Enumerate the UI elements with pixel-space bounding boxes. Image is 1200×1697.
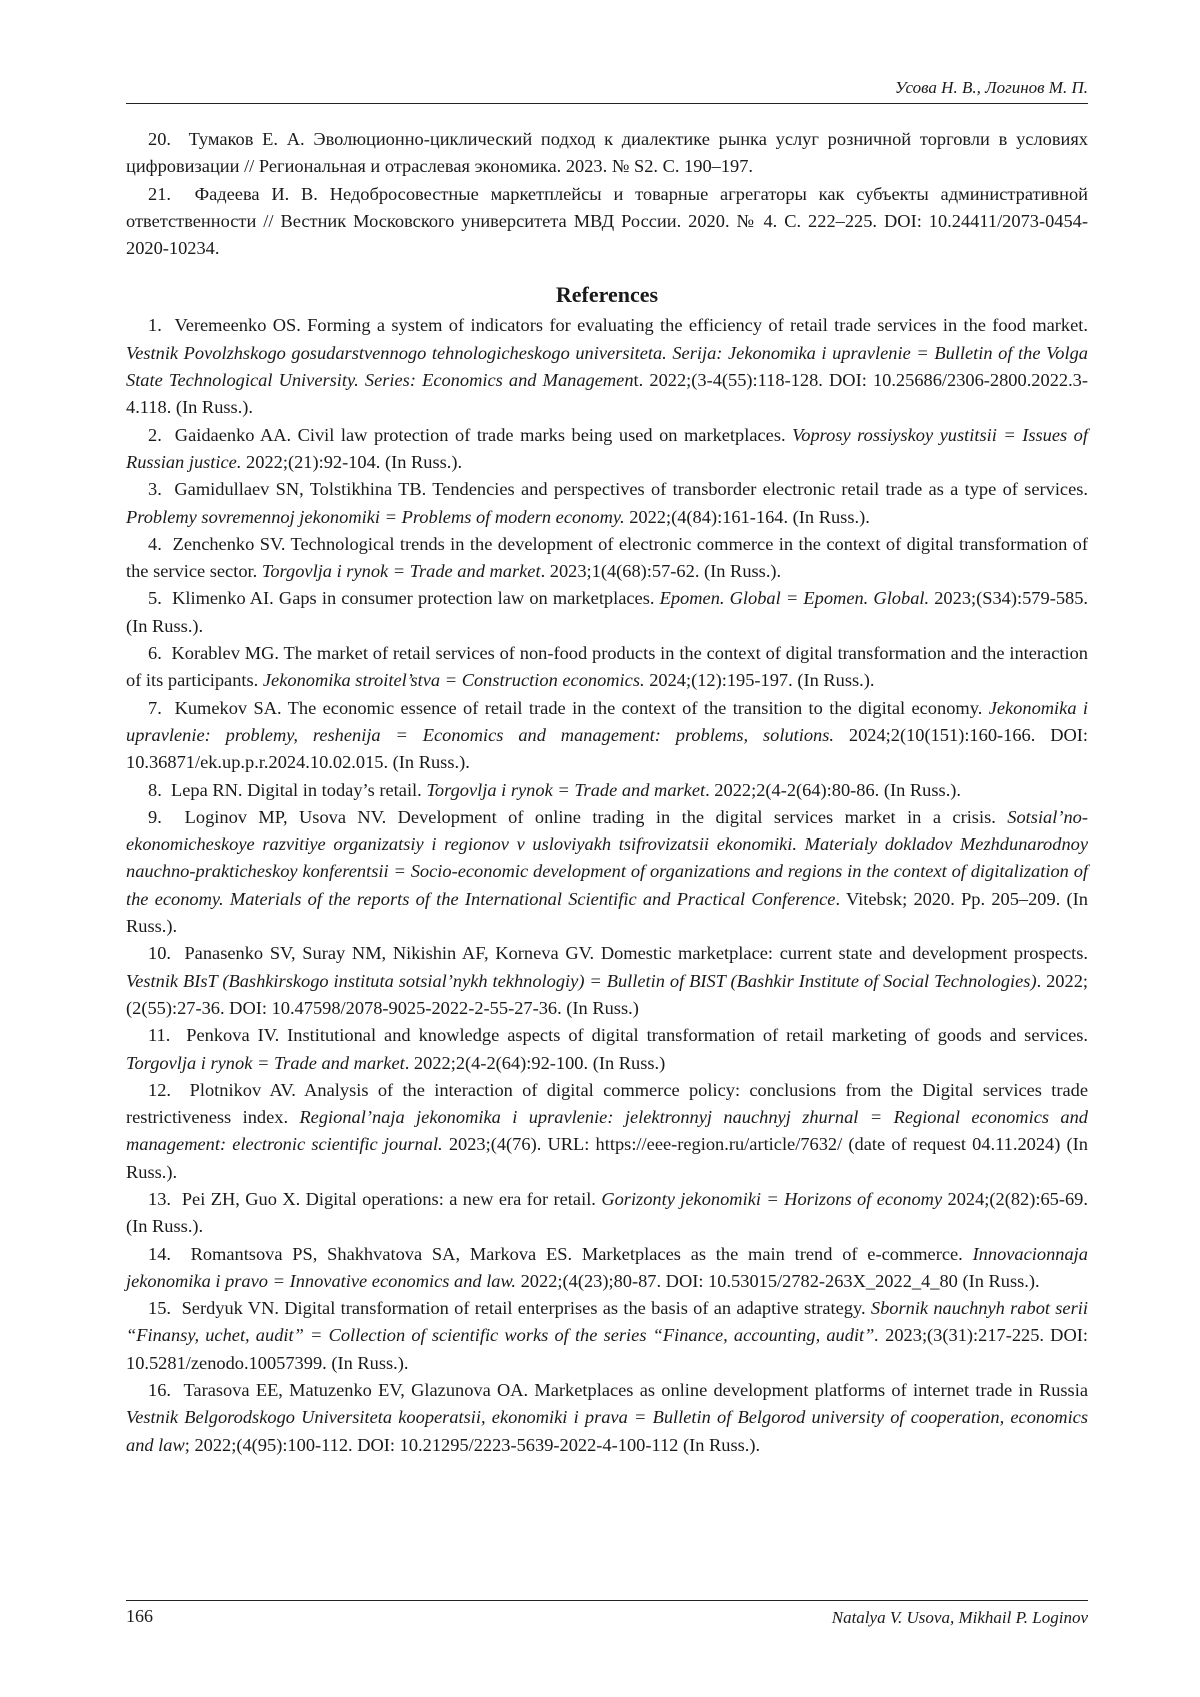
ref-number: 21.	[148, 183, 171, 204]
ref-authors-title: Gamidullaev SN, Tolstikhina TB. Tendencies and perspectives of transborder electronic retail trade as a type of services.	[174, 479, 1089, 500]
reference-item	[126, 1186, 1088, 1241]
ref-details: 2022;(4(23);80-87. DOI: 10.53015/2782-263X_2022_4_80 (In Russ.).	[516, 1270, 1040, 1291]
ref-details: 2024;(2(82):65-69. (In Russ.).	[126, 1188, 1088, 1237]
ref-details: . 2023;1(4(68):57-62. (In Russ.).	[540, 561, 782, 582]
ref-journal: Innovacionnaja jekonomika i pravo = Innovative economics and law.	[126, 1243, 1088, 1291]
ref-authors-title: Kumekov SA. The economic essence of retail trade in the context of the transition to the digital economy.	[174, 697, 989, 718]
ref-ru-21	[126, 181, 1088, 263]
ref-journal: Vestnik Belgorodskogo Universiteta kooperatsii, ekonomiki i prava = Bulletin of Belgorod university of cooperation, economics and law	[126, 1407, 1088, 1455]
ref-journal: Sotsial’no-ekonomicheskoye razvitiye organizatsiy i regionov v usloviyakh tsifrovizatsii ekonomiki. Materialy dokladov Mezhdunarodnoy nauchno-prakticheskoy konferentsii = Socio-economic development of organizations and regions in the context of digitalization of the economy. Materials of the reports of the International Scientific and Practical Conference	[126, 806, 1088, 909]
ref-number: 3.	[148, 479, 162, 500]
ref-number: 20.	[148, 129, 171, 149]
ref-number: 15.	[148, 1298, 171, 1319]
ref-journal: Vestnik Povolzhskogo gosudarstvennogo tehnologicheskogo universiteta. Serija: Jekonomika i upravlenie = Bulletin of the Volga State Technological University. Series: Economics and Managemen	[126, 342, 1088, 391]
ref-details: 2024;(12):195-197. (In Russ.).	[644, 670, 875, 691]
reference-item	[126, 585, 1088, 640]
page-body	[126, 126, 1088, 1459]
ref-details: . 2022;2(4-2(64):92-100. (In Russ.)	[404, 1052, 666, 1073]
ref-number: 11.	[148, 1025, 171, 1046]
ref-number: 13.	[148, 1188, 171, 1209]
ref-details: 2022;(4(84):161-164. (In Russ.).	[624, 506, 870, 527]
ref-text: Тумаков Е. А. Эволюционно-циклический подход к диалектике рынка услуг розничной торговли в условиях цифровизации // Региональная и отраслевая экономика. 2023. № S2. С. 190–197.	[126, 129, 1088, 177]
ref-authors-title: Korablev MG. The market of retail services of non-food products in the context of digital transformation and the interaction of its participants.	[126, 643, 1088, 691]
page-number: 166	[126, 1606, 153, 1626]
ref-authors-title: Pei ZH, Guo X. Digital operations: a new era for retail.	[181, 1188, 602, 1209]
reference-item	[126, 1077, 1088, 1186]
ref-number: 4.	[148, 533, 162, 554]
references-heading: References	[555, 282, 659, 308]
ref-number: 7.	[148, 697, 162, 718]
ref-details: 2023;(4(76). URL: https://eee-region.ru/article/7632/ (date of request 04.11.2024) (In Russ.).	[126, 1134, 1088, 1182]
ref-details: 2023;(3(31):217-225. DOI: 10.5281/zenodo.10057399. (In Russ.).	[126, 1325, 1088, 1373]
ref-journal: Gorizonty jekonomiki = Horizons of economy	[601, 1188, 943, 1209]
ref-journal: Torgovlja i rynok = Trade and market	[426, 779, 706, 800]
ref-details: t. 2022;(3-4(55):118-128. DOI: 10.25686/2306-2800.2022.3-4.118. (In Russ.).	[126, 370, 1088, 418]
ref-number: 2.	[148, 424, 162, 445]
ref-journal: Torgovlja i rynok = Trade and market	[126, 1052, 405, 1073]
ref-authors-title: Veremeenko OS. Forming a system of indicators for evaluating the efficiency of retail trade services in the food market.	[174, 315, 1088, 336]
reference-item	[126, 1241, 1088, 1296]
reference-item	[126, 777, 1088, 804]
reference-item	[126, 804, 1088, 940]
ref-authors-title: Romantsova PS, Shakhvatova SA, Markova ES. Marketplaces as the main trend of e-commerce.	[190, 1243, 973, 1264]
footer-rule	[126, 1600, 1088, 1601]
ref-number: 12.	[148, 1079, 171, 1100]
footer-authors: Natalya V. Usova, Mikhail P. Loginov	[831, 1608, 1088, 1627]
ref-journal: Regional’naja jekonomika i upravlenie: jelektronnyj nauchnyj zhurnal = Regional economics and management: electronic scientific journal.	[126, 1107, 1088, 1155]
ref-number: 9.	[148, 806, 162, 827]
ref-details: 2022;(21):92-104. (In Russ.).	[241, 451, 463, 472]
reference-item	[126, 1022, 1088, 1077]
header-rule	[126, 103, 1088, 104]
reference-item	[126, 312, 1088, 421]
ref-details: ; 2022;(4(95):100-112. DOI: 10.21295/2223-5639-2022-4-100-112 (In Russ.).	[184, 1434, 761, 1455]
ref-number: 1.	[148, 315, 162, 336]
ref-text: Фадеева И. В. Недобросовестные маркетплейсы и товарные агрегаторы как субъекты административной ответственности // Вестник Московского университета МВД России. 2020. № 4. С. 222–225. DOI: 10.24411/2073-0454-2020-10234.	[126, 183, 1088, 259]
reference-item	[126, 1295, 1088, 1377]
ref-details: . 2022;(2(55):27-36. DOI: 10.47598/2078-9025-2022-2-55-27-36. (In Russ.)	[126, 970, 1088, 1018]
ref-journal: Epomen. Global = Epomen. Global.	[659, 588, 930, 609]
reference-item	[126, 1377, 1088, 1459]
reference-item	[126, 940, 1088, 1022]
reference-item	[126, 531, 1088, 586]
ref-authors-title: Tarasova EE, Matuzenko EV, Glazunova OA. Marketplaces as online development platforms of internet trade in Russia	[183, 1380, 1088, 1401]
reference-item	[126, 640, 1088, 695]
ref-number: 8.	[148, 779, 162, 800]
references-list	[126, 312, 1088, 1458]
ref-details: 2023;(S34):579-585. (In Russ.).	[126, 588, 1088, 636]
ref-number: 5.	[148, 588, 162, 609]
ref-number: 14.	[148, 1243, 171, 1264]
ref-authors-title: Serdyuk VN. Digital transformation of retail enterprises as the basis of an adaptive strategy.	[181, 1298, 871, 1319]
ref-authors-title: Gaidaenko AA. Civil law protection of trade marks being used on marketplaces.	[174, 424, 793, 445]
ref-journal: Vestnik BIsT (Bashkirskogo instituta sotsial’nykh tekhnologiy) = Bulletin of BIST (Bashkir Institute of Social Technologies)	[126, 970, 1037, 991]
ref-journal: Problemy sovremennoj jekonomiki = Problems of modern economy.	[126, 506, 625, 527]
reference-item	[126, 695, 1088, 777]
ref-number: 16.	[148, 1380, 171, 1401]
ref-journal: Sbornik nauchnyh rabot serii “Finansy, uchet, audit” = Collection of scientific works of the series “Finance, accounting, audit”.	[126, 1298, 1088, 1346]
ref-details: . 2022;2(4-2(64):80-86. (In Russ.).	[705, 779, 962, 800]
ref-journal: Voprosy rossiyskoy yustitsii = Issues of Russian justice.	[126, 424, 1088, 472]
ref-journal: Jekonomika i upravlenie: problemy, reshenija = Economics and management: problems, solutions.	[126, 697, 1089, 745]
ref-authors-title: Zenchenko SV. Technological trends in the development of electronic commerce in the context of digital transformation of the service sector.	[126, 533, 1088, 582]
ref-journal: Torgovlja i rynok = Trade and market	[261, 561, 541, 582]
ref-details: 2024;2(10(151):160-166. DOI: 10.36871/ek.up.p.r.2024.10.02.015. (In Russ.).	[126, 724, 1088, 773]
ref-authors-title: Penkova IV. Institutional and knowledge aspects of digital transformation of retail marketing of goods and services.	[186, 1025, 1088, 1046]
ref-journal: Jekonomika stroitel’stva = Construction economics.	[262, 670, 645, 691]
ref-number: 6.	[148, 643, 162, 664]
ref-details: . Vitebsk; 2020. Pp. 205–209. (In Russ.).	[126, 888, 1088, 937]
ref-authors-title: Panasenko SV, Suray NM, Nikishin AF, Korneva GV. Domestic marketplace: current state and development prospects.	[184, 943, 1088, 964]
ref-authors-title: Loginov MP, Usova NV. Development of online trading in the digital services market in a crisis.	[184, 806, 1008, 827]
ref-number: 10.	[148, 943, 171, 964]
reference-item	[126, 476, 1088, 531]
ref-authors-title: Plotnikov AV. Analysis of the interaction of digital commerce policy: conclusions from the Digital services trade restrictiveness index.	[126, 1079, 1088, 1128]
ref-authors-title: Lepa RN. Digital in today’s retail.	[171, 779, 427, 800]
ref-ru-20	[126, 126, 1088, 181]
ref-authors-title: Klimenko AI. Gaps in consumer protection law on marketplaces.	[172, 588, 660, 609]
reference-item	[126, 422, 1088, 477]
running-head: Усова Н. В., Логинов М. П.	[894, 78, 1088, 97]
